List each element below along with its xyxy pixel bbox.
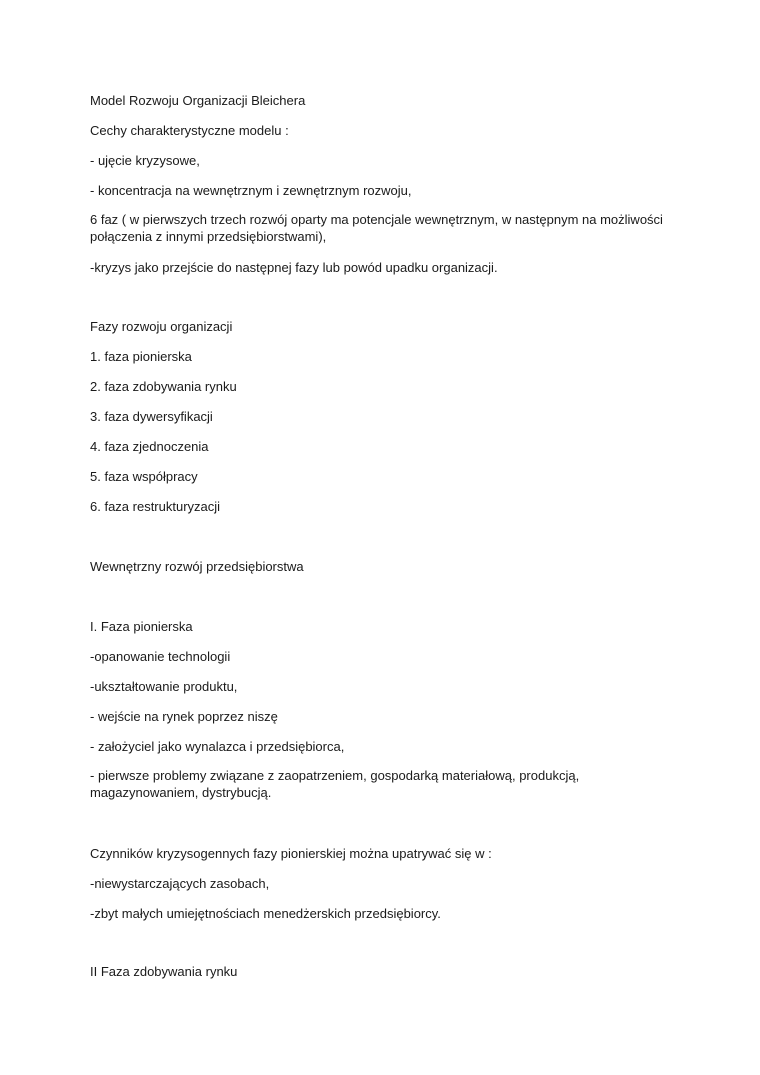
phase-list-item: 3. faza dywersyfikacji: [90, 409, 213, 424]
crisis-factor-item: -niewystarczających zasobach,: [90, 876, 270, 891]
phase-list-item: 2. faza zdobywania rynku: [90, 379, 237, 394]
phase2-heading: II Faza zdobywania rynku: [90, 964, 238, 979]
phase-list-item: 6. faza restrukturyzacji: [90, 499, 221, 514]
phase-list-item: 1. faza pionierska: [90, 349, 192, 364]
feature-item: - ujęcie kryzysowe,: [90, 153, 200, 168]
phase1-item: - założyciel jako wynalazca i przedsiębiorca,: [90, 739, 345, 754]
internal-development-heading: Wewnętrzny rozwój przedsiębiorstwa: [90, 559, 304, 574]
phase1-item: -opanowanie technologii: [90, 649, 231, 664]
phase1-item: -ukształtowanie produktu,: [90, 679, 238, 694]
feature-item: -kryzys jako przejście do następnej fazy lub powód upadku organizacji.: [90, 260, 498, 275]
feature-item: - koncentracja na wewnętrznym i zewnętrznym rozwoju,: [90, 183, 412, 198]
phase-list-item: 5. faza współpracy: [90, 469, 198, 484]
feature-item: 6 faz ( w pierwszych trzech rozwój oparty ma potencjale wewnętrznym, w następnym na możliwości połączenia z innymi przedsiębiorstwami),: [90, 212, 663, 244]
phases-heading: Fazy rozwoju organizacji: [90, 319, 233, 334]
features-heading: Cechy charakterystyczne modelu :: [90, 123, 289, 138]
crisis-factors-heading: Czynników kryzysogennych fazy pionierskiej można upatrywać się w :: [90, 846, 492, 861]
phase-list-item: 4. faza zjednoczenia: [90, 439, 209, 454]
crisis-factor-item: -zbyt małych umiejętnościach menedżerskich przedsiębiorcy.: [90, 906, 441, 921]
document-title: Model Rozwoju Organizacji Bleichera: [90, 93, 306, 108]
phase1-item: - wejście na rynek poprzez niszę: [90, 709, 278, 724]
phase1-heading: I. Faza pionierska: [90, 619, 193, 634]
phase1-item: - pierwsze problemy związane z zaopatrzeniem, gospodarką materiałową, produkcją, magazynowaniem, dystrybucją.: [90, 768, 580, 800]
